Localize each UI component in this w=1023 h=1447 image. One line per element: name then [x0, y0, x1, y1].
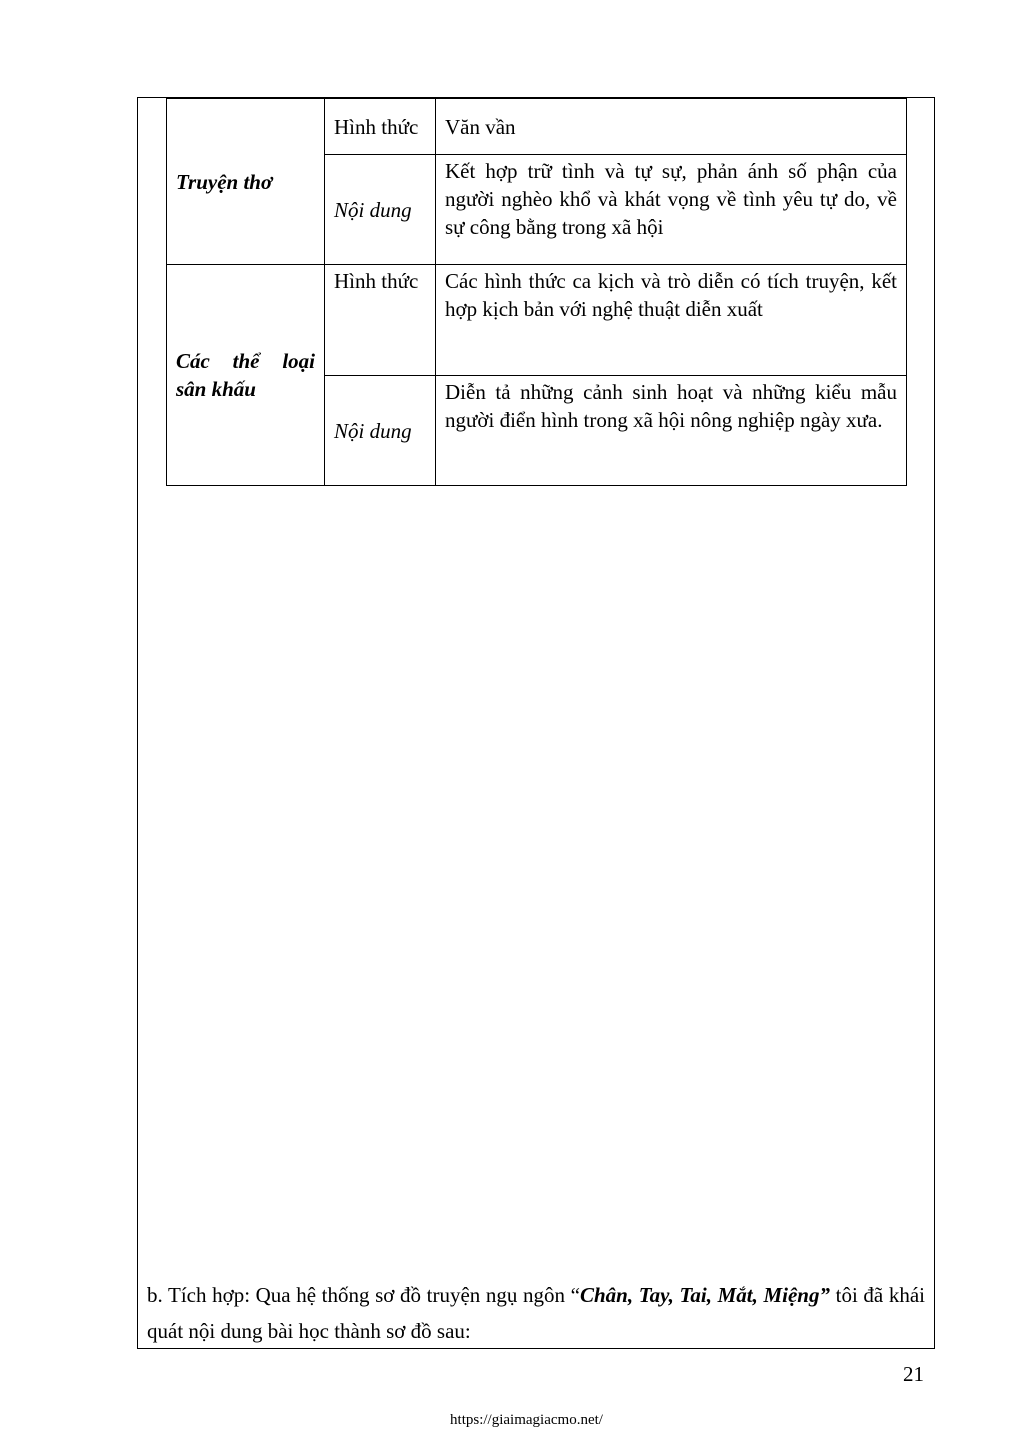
genre-name: Các thể loại sân khấu — [167, 265, 325, 486]
aspect-description: Kết hợp trữ tình và tự sự, phản ánh số phận của người nghèo khổ và khát vọng về tình yêu tự do, về sự công bằng trong xã hội — [436, 155, 907, 265]
aspect-label: Hình thức — [325, 265, 436, 376]
page-number: 21 — [903, 1362, 924, 1386]
integration-paragraph — [147, 1277, 925, 1349]
aspect-label: Nội dung — [325, 155, 436, 265]
aspect-description: Các hình thức ca kịch và trò diễn có tích truyện, kết hợp kịch bản với nghệ thuật diễn xuất — [436, 265, 907, 376]
paragraph-suffix: tôi đã khái quát nội dung bài học thành sơ đồ sau: — [147, 1283, 925, 1343]
aspect-label: Nội dung — [325, 376, 436, 486]
genre-name: Truyện thơ — [167, 99, 325, 265]
story-title: Chân, Tay, Tai, Mắt, Miệng” — [579, 1283, 830, 1307]
table-row — [167, 265, 907, 376]
aspect-label: Hình thức — [325, 99, 436, 155]
paragraph-prefix: b. Tích hợp: Qua hệ thống sơ đồ truyện ngụ ngôn “ — [147, 1283, 580, 1307]
aspect-description: Văn vần — [436, 99, 907, 155]
table-row — [167, 99, 907, 155]
footer-url[interactable]: https://giaimagiacmo.net/ — [450, 1412, 603, 1428]
aspect-description: Diễn tả những cảnh sinh hoạt và những kiểu mẫu người điển hình trong xã hội nông nghiệp ngày xưa. — [436, 376, 907, 486]
genre-table — [166, 98, 907, 486]
